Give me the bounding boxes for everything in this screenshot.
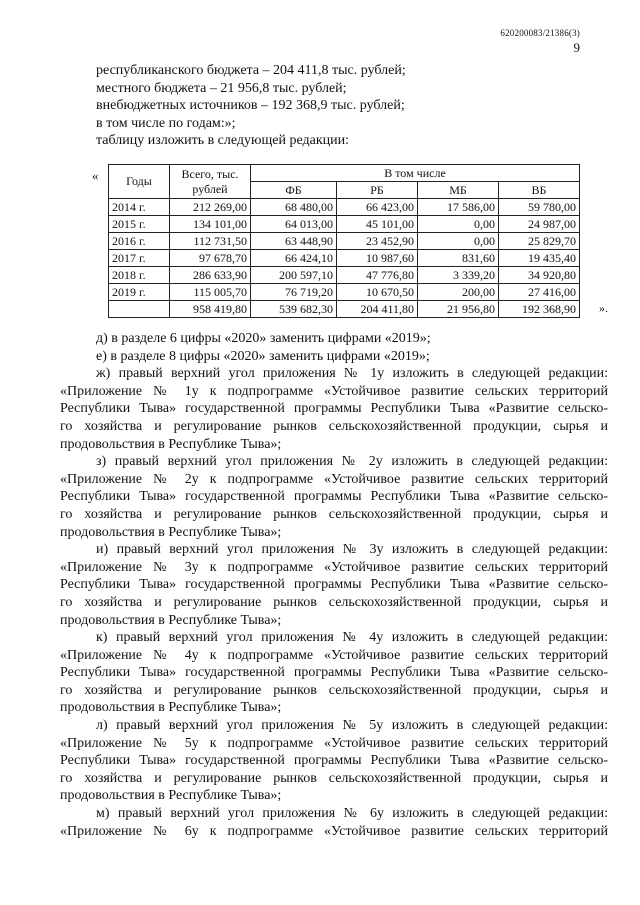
page-number: 9 [573,40,580,55]
paragraph-line: «Приложение № 1у к подпрограмме «Устойчивое развитие сельских территорий [60,383,608,399]
table-cell-year: 2014 г. [109,199,170,216]
table-row [109,233,580,250]
table-cell-value: 59 780,00 [499,199,580,216]
intro-line: в том числе по годам:»; [96,115,236,131]
paragraph-line: ж) правый верхний угол приложения № 1у изложить в следующей редакции: [96,366,608,382]
budget-table-wrapper [92,164,608,318]
table-cell-value: 17 586,00 [418,199,499,216]
budget-table [108,164,580,318]
header-mb: МБ [418,182,499,199]
document-code: 620200083/21386(3) [500,28,580,38]
header-total: Всего, тыс. рублей [170,165,251,199]
table-cell-year: 2015 г. [109,216,170,233]
header-years: Годы [109,165,170,199]
table-row [109,284,580,301]
intro-line: местного бюджета – 21 956,8 тыс. рублей; [96,80,347,96]
paragraph-line: Республики Тыва» государственной программы Республики Тыва «Развитие сельско- [60,401,608,417]
table-open-quote: « [92,168,99,183]
table-cell-value: 34 920,80 [499,267,580,284]
table-cell-value: 21 956,80 [418,301,499,318]
table-header-row [109,165,580,182]
intro-line: внебюджетных источников – 192 368,9 тыс. рублей; [96,98,405,114]
paragraph-line: го хозяйства и регулирование рынков сельскохозяйственной продукции, сырья и [60,506,608,522]
table-cell-value: 286 633,90 [170,267,251,284]
paragraph-line: «Приложение № 5у к подпрограмме «Устойчивое развитие сельских территорий [60,735,608,751]
table-cell-value: 112 731,50 [170,233,251,250]
table-cell-value: 958 419,80 [170,301,251,318]
table-cell-value: 212 269,00 [170,199,251,216]
table-row [109,250,580,267]
intro-block [60,62,608,150]
paragraph-line: продовольствия в Республике Тыва»; [60,700,282,716]
header-including: В том числе [251,165,580,182]
table-cell-value: 134 101,00 [170,216,251,233]
paragraph-line: го хозяйства и регулирование рынков сельскохозяйственной продукции, сырья и [60,594,608,610]
paragraph-line: л) правый верхний угол приложения № 5у изложить в следующей редакции: [96,718,608,734]
table-cell-value: 76 719,20 [251,284,337,301]
amendments-text [60,330,608,840]
table-close-quote: ». [599,301,608,315]
table-cell-value: 68 480,00 [251,199,337,216]
paragraph-line: продовольствия в Республике Тыва»; [60,612,282,628]
paragraph-line: з) правый верхний угол приложения № 2у изложить в следующей редакции: [96,454,608,470]
table-cell-value: 200 597,10 [251,267,337,284]
paragraph-line: го хозяйства и регулирование рынков сельскохозяйственной продукции, сырья и [60,770,608,786]
table-cell-value: 66 424,10 [251,250,337,267]
paragraph-line: «Приложение № 4у к подпрограмме «Устойчивое развитие сельских территорий [60,647,608,663]
paragraph-line: и) правый верхний угол приложения № 3у изложить в следующей редакции: [96,542,608,558]
table-cell-value: 192 368,90 [499,301,580,318]
table-row [109,267,580,284]
header-rb: РБ [337,182,418,199]
table-cell-year [109,301,170,318]
table-row [109,216,580,233]
table-cell-value: 25 829,70 [499,233,580,250]
paragraph-line: «Приложение № 3у к подпрограмме «Устойчивое развитие сельских территорий [60,559,608,575]
table-cell-value: 23 452,90 [337,233,418,250]
table-row [109,301,580,318]
table-cell-value: 45 101,00 [337,216,418,233]
header-fb: ФБ [251,182,337,199]
table-cell-value: 97 678,70 [170,250,251,267]
intro-line: республиканского бюджета – 204 411,8 тыс. рублей; [96,63,406,78]
paragraph-line: го хозяйства и регулирование рынков сельскохозяйственной продукции, сырья и [60,682,608,698]
table-cell-value: 63 448,90 [251,233,337,250]
paragraph-line: продовольствия в Республике Тыва»; [60,524,282,540]
paragraph-line: Республики Тыва» государственной программы Республики Тыва «Развитие сельско- [60,577,608,593]
table-cell-value: 19 435,40 [499,250,580,267]
header-vb: ВБ [499,182,580,199]
paragraph-line: к) правый верхний угол приложения № 4у изложить в следующей редакции: [96,630,608,646]
paragraph-line: продовольствия в Республике Тыва»; [60,436,282,452]
paragraph-line: «Приложение № 6у к подпрограмме «Устойчивое развитие сельских территорий [60,823,608,839]
table-cell-value: 3 339,20 [418,267,499,284]
intro-line: таблицу изложить в следующей редакции: [96,133,350,149]
paragraph-line: продовольствия в Республике Тыва»; [60,788,282,804]
table-body [109,199,580,318]
table-cell-year: 2016 г. [109,233,170,250]
table-cell-value: 200,00 [418,284,499,301]
paragraph-line: Республики Тыва» государственной программы Республики Тыва «Развитие сельско- [60,489,608,505]
table-cell-value: 24 987,00 [499,216,580,233]
table-cell-value: 539 682,30 [251,301,337,318]
paragraph-line: «Приложение № 2у к подпрограмме «Устойчивое развитие сельских территорий [60,471,608,487]
table-cell-value: 10 987,60 [337,250,418,267]
table-cell-year: 2018 г. [109,267,170,284]
table-cell-value: 27 416,00 [499,284,580,301]
paragraph-line: Республики Тыва» государственной программы Республики Тыва «Развитие сельско- [60,665,608,681]
table-row [109,199,580,216]
table-cell-value: 115 005,70 [170,284,251,301]
table-cell-value: 204 411,80 [337,301,418,318]
table-cell-value: 64 013,00 [251,216,337,233]
table-cell-value: 0,00 [418,216,499,233]
table-cell-value: 831,60 [418,250,499,267]
table-cell-value: 66 423,00 [337,199,418,216]
paragraph-line: го хозяйства и регулирование рынков сельскохозяйственной продукции, сырья и [60,418,608,434]
table-cell-value: 47 776,80 [337,267,418,284]
table-cell-value: 10 670,50 [337,284,418,301]
table-cell-year: 2017 г. [109,250,170,267]
paragraph-line: м) правый верхний угол приложения № 6у изложить в следующей редакции: [96,806,608,822]
paragraph-line: е) в разделе 8 цифры «2020» заменить цифрами «2019»; [96,348,430,364]
table-cell-value: 0,00 [418,233,499,250]
paragraph-line: Республики Тыва» государственной программы Республики Тыва «Развитие сельско- [60,753,608,769]
paragraph-line: д) в разделе 6 цифры «2020» заменить цифрами «2019»; [96,331,431,346]
table-cell-year: 2019 г. [109,284,170,301]
